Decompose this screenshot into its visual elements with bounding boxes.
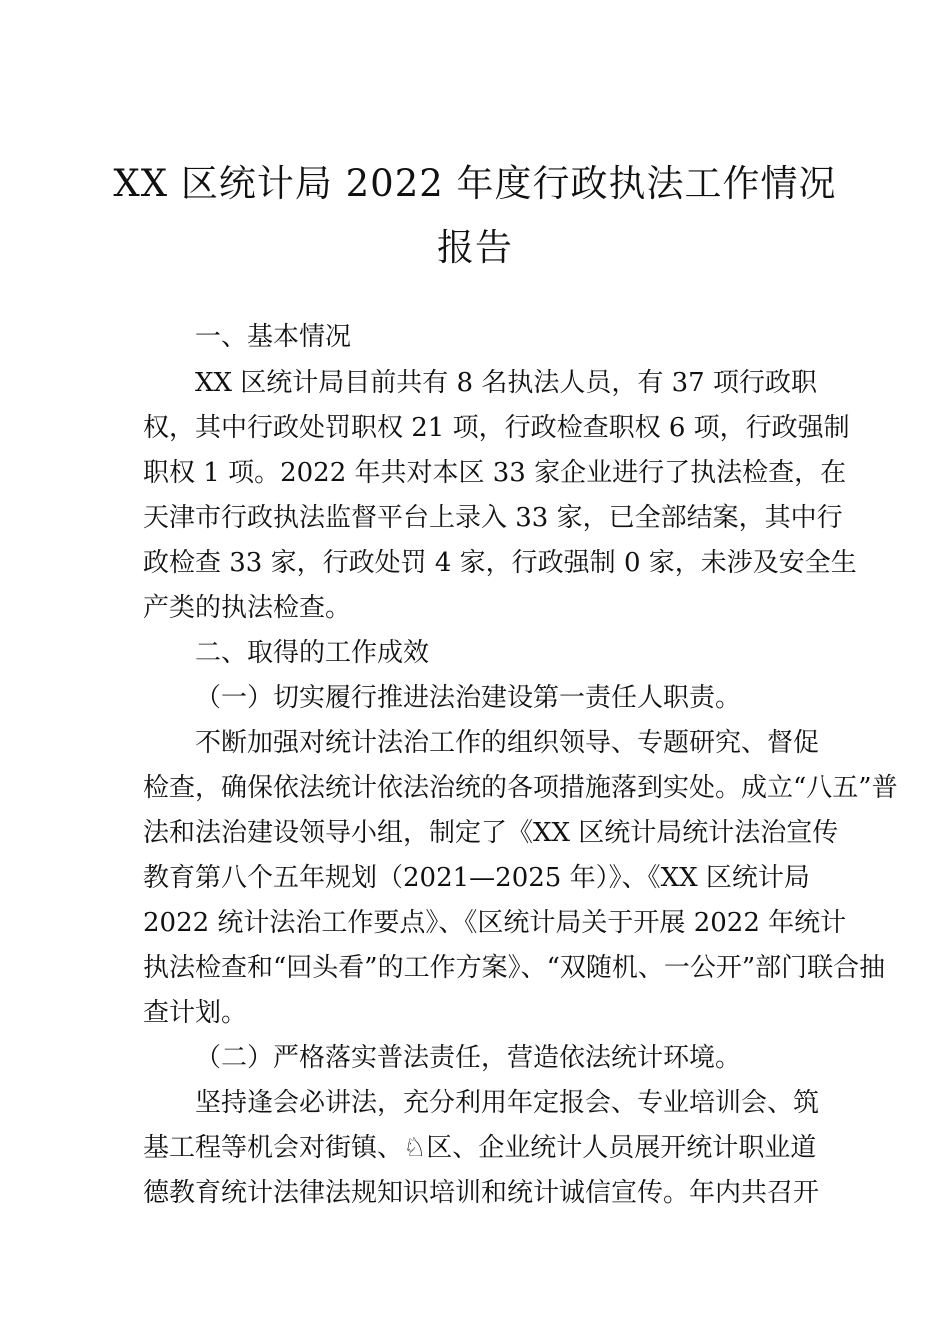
section-heading-achievements: 二、取得的工作成效 — [195, 638, 430, 668]
paragraph-line: 执法检查和“回头看”的工作方案》、“双随机、一公开”部门联合抽 — [143, 953, 886, 983]
paragraph-line: 查计划。 — [143, 998, 248, 1028]
paragraph-line: 权，其中行政处罚职权 21 项，行政检查职权 6 项，行政强制 — [143, 413, 850, 443]
paragraph-line: 教育第八个五年规划（2021—2025 年）》、《XX 区统计局 — [143, 863, 810, 893]
subsection-heading-2: （二）严格落实普法责任，营造依法统计环境。 — [195, 1043, 742, 1073]
subsection-heading-1: （一）切实履行推进法治建设第一责任人职责。 — [195, 683, 742, 713]
paragraph-line: 基工程等机会对街镇、♘区、企业统计人员展开统计职业道 — [143, 1133, 817, 1163]
document-title-line-1: XX 区统计局 2022 年度行政执法工作情况 — [113, 162, 837, 205]
section-heading-basic-situation: 一、基本情况 — [195, 322, 352, 352]
paragraph-line: 不断加强对统计法治工作的组织领导、专题研究、督促 — [195, 728, 820, 758]
paragraph-line: 2022 统计法治工作要点》、《区统计局关于开展 2022 年统计 — [143, 908, 847, 938]
paragraph-line: 德教育统计法律法规知识培训和统计诚信宣传。年内共召开 — [143, 1178, 820, 1208]
paragraph-line: 法和法治建设领导小组，制定了《XX 区统计局统计法治宣传 — [143, 818, 839, 848]
paragraph-line: XX 区统计局目前共有 8 名执法人员，有 37 项行政职 — [195, 368, 817, 398]
paragraph-line: 政检查 33 家，行政处罚 4 家，行政强制 0 家，未涉及安全生 — [143, 548, 857, 578]
paragraph-line: 产类的执法检查。 — [143, 593, 352, 623]
paragraph-line: 坚持逢会必讲法，充分利用年定报会、专业培训会、筑 — [195, 1088, 820, 1118]
paragraph-line: 职权 1 项。2022 年共对本区 33 家企业进行了执法检查，在 — [143, 458, 847, 488]
document-title-line-2: 报告 — [437, 226, 513, 269]
paragraph-line: 天津市行政执法监督平台上录入 33 家，已全部结案，其中行 — [143, 503, 843, 533]
paragraph-line: 检查，确保依法统计依法治统的各项措施落到实处。成立“八五”普 — [143, 773, 898, 803]
